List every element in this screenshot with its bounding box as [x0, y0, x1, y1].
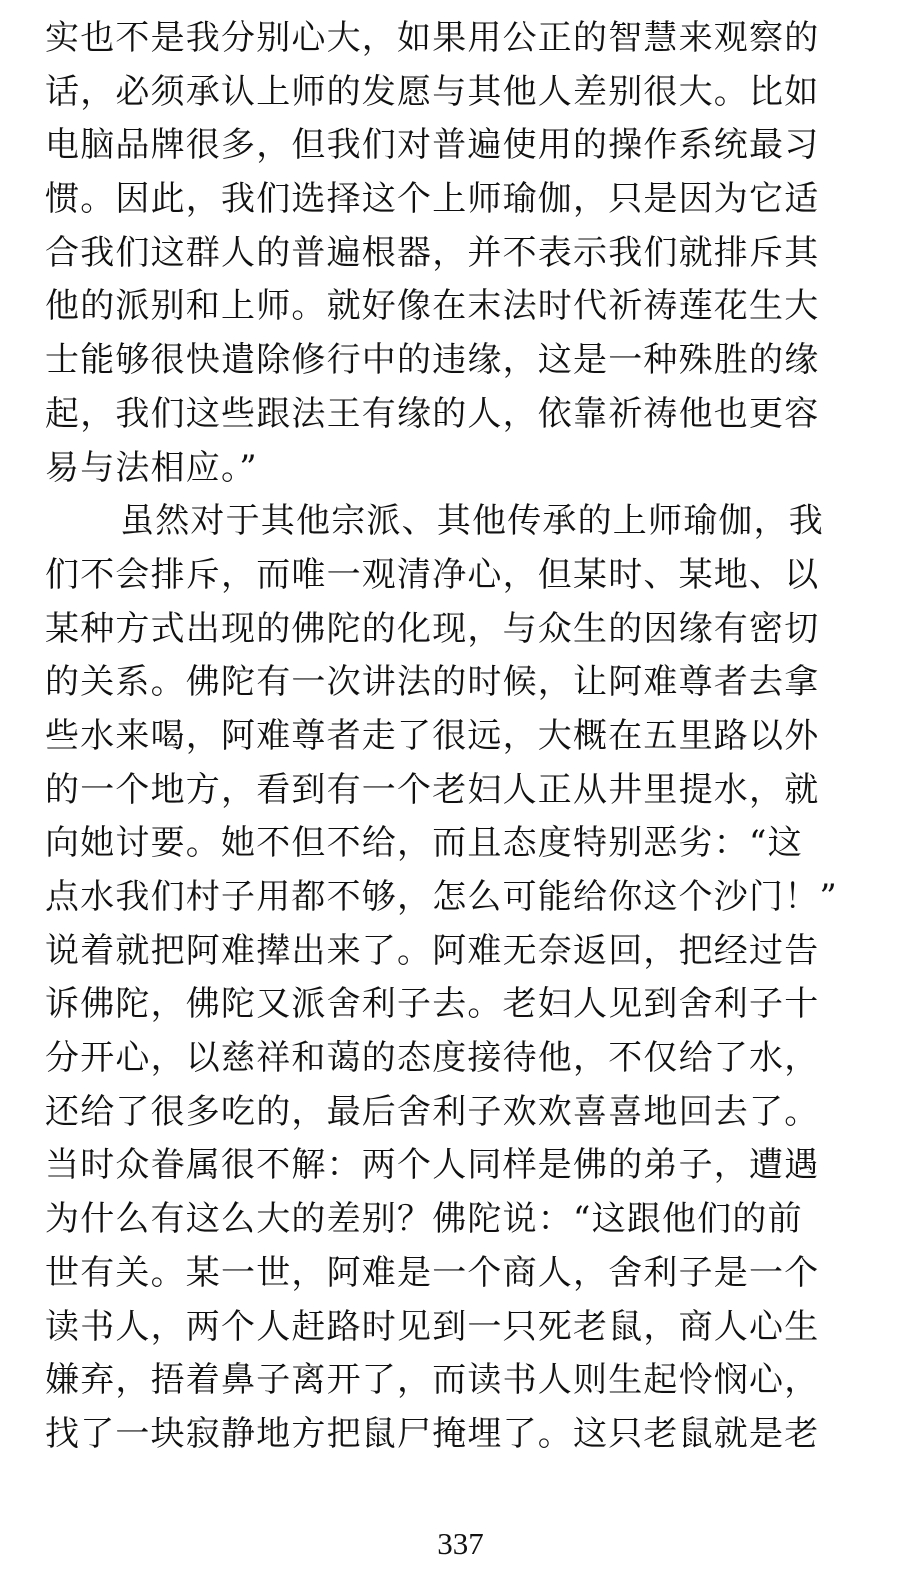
text-line: 诉佛陀，佛陀又派舍利子去。老妇人见到舍利子十 — [45, 984, 820, 1025]
body-text — [45, 12, 880, 1462]
text-line: 当时众眷属很不解：两个人同样是佛的弟子，遭遇 — [45, 1145, 820, 1186]
text-line: 易与法相应。” — [45, 447, 258, 488]
text-line: 合我们这群人的普遍根器，并不表示我们就排斥其 — [45, 232, 820, 273]
text-line: 说着就把阿难撵出来了。阿难无奈返回，把经过告 — [45, 930, 820, 971]
paragraph-start-line: 虽然对于其他宗派、其他传承的上师瑜伽，我 — [120, 501, 824, 542]
text-line: 他的派别和上师。就好像在末法时代祈祷莲花生大 — [45, 286, 820, 327]
text-line: 某种方式出现的佛陀的化现，与众生的因缘有密切 — [45, 608, 820, 649]
text-line: 起，我们这些跟法王有缘的人，依靠祈祷他也更容 — [45, 393, 820, 434]
text-line: 惯。因此，我们选择这个上师瑜伽，只是因为它适 — [45, 179, 820, 220]
text-line: 些水来喝，阿难尊者走了很远，大概在五里路以外 — [45, 715, 820, 756]
text-line: 点水我们村子用都不够，怎么可能给你这个沙门！” — [45, 877, 838, 917]
text-line: 找了一块寂静地方把鼠尸掩埋了。这只老鼠就是老 — [45, 1413, 820, 1454]
text-line: 的一个地方，看到有一个老妇人正从井里提水，就 — [45, 769, 820, 810]
text-line: 读书人，两个人赶路时见到一只死老鼠，商人心生 — [45, 1306, 820, 1347]
text-line: 们不会排斥，而唯一观清净心，但某时、某地、以 — [45, 554, 820, 595]
text-line: 实也不是我分别心大，如果用公正的智慧来观察的 — [45, 18, 820, 58]
text-line: 世有关。某一世，阿难是一个商人，舍利子是一个 — [45, 1252, 820, 1293]
text-line: 向她讨要。她不但不给，而且态度特别恶劣：“这 — [45, 823, 803, 864]
text-line: 嫌弃，捂着鼻子离开了，而读书人则生起怜悯心， — [45, 1360, 820, 1401]
text-line: 士能够很快遣除修行中的违缘，这是一种殊胜的缘 — [45, 340, 820, 381]
page-number: 337 — [437, 1526, 484, 1561]
text-line: 话，必须承认上师的发愿与其他人差别很大。比如 — [45, 71, 820, 112]
text-line: 还给了很多吃的，最后舍利子欢欢喜喜地回去了。 — [45, 1091, 820, 1132]
text-line: 为什么有这么大的差别？佛陀说：“这跟他们的前 — [45, 1199, 803, 1240]
text-line: 分开心，以慈祥和蔼的态度接待他，不仅给了水， — [45, 1038, 820, 1079]
text-line: 电脑品牌很多，但我们对普遍使用的操作系统最习 — [45, 125, 820, 166]
text-line: 的关系。佛陀有一次讲法的时候，让阿难尊者去拿 — [45, 662, 820, 703]
